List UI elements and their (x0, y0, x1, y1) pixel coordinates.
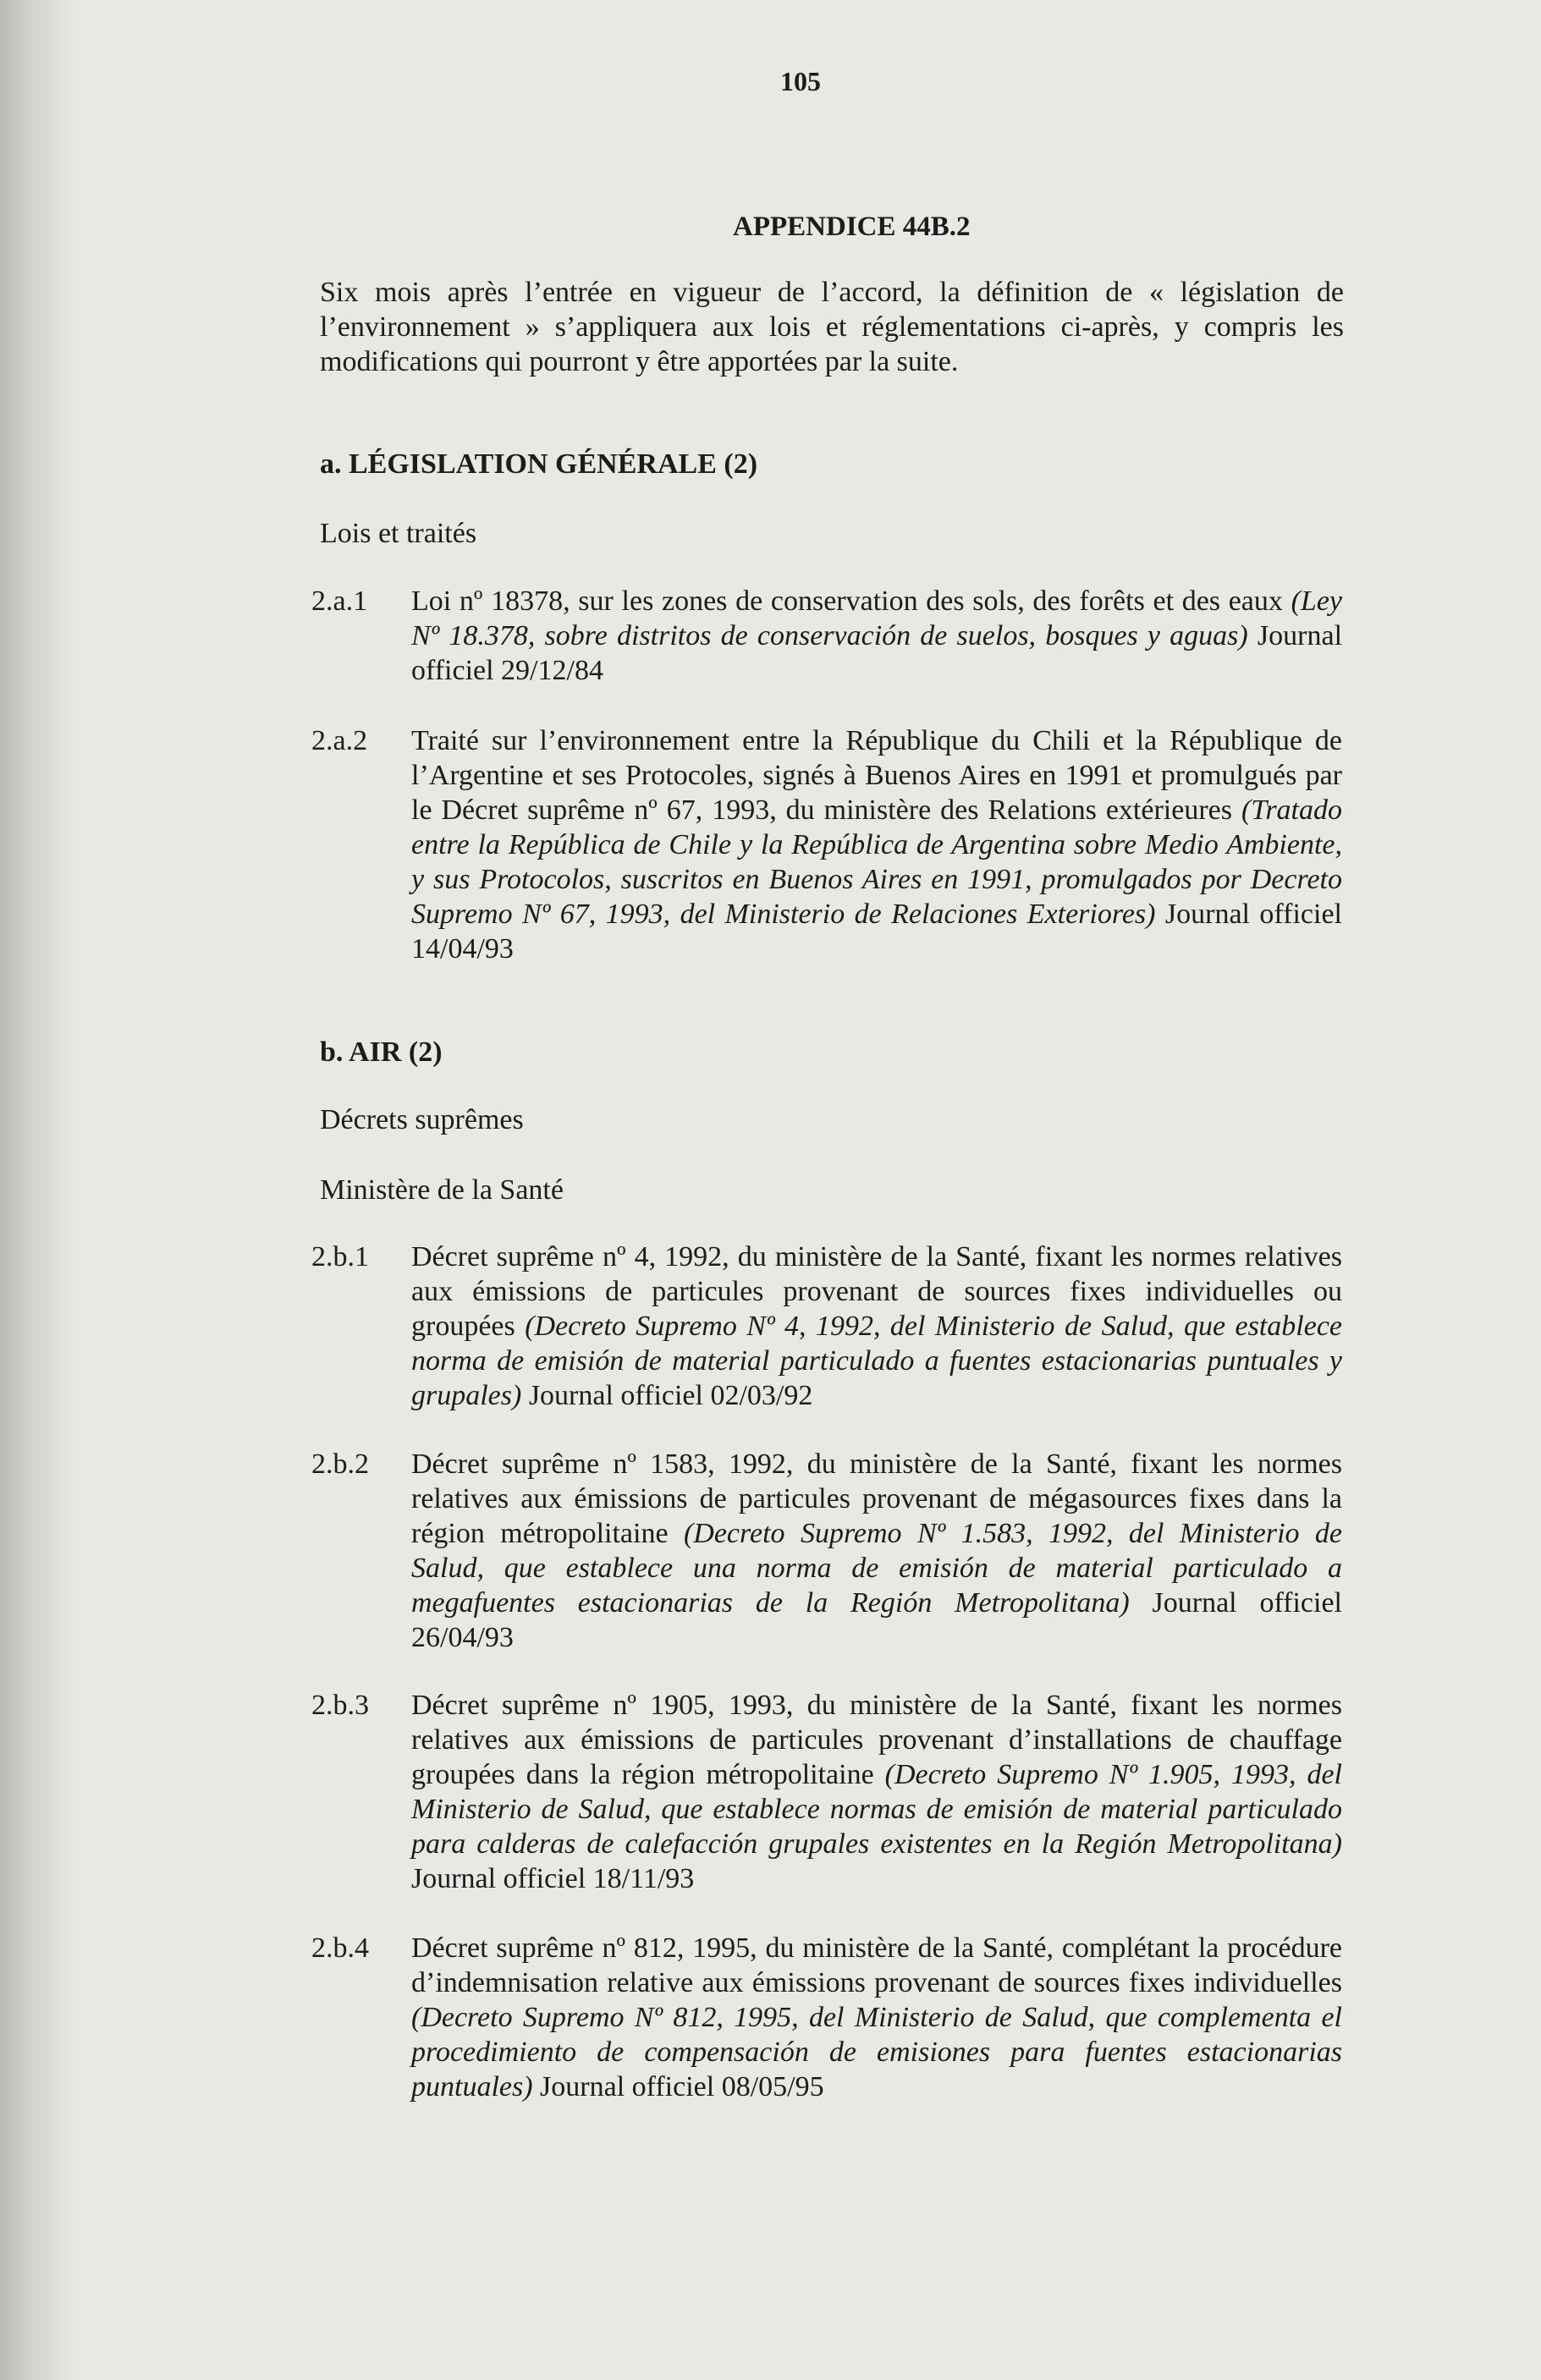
subheading-laws-treaties: Lois et traités (320, 518, 477, 549)
entry-number: 2.b.3 (311, 1690, 369, 1721)
entry-journal: Journal officiel 29/12/84 (411, 620, 1343, 686)
entry-spanish: (Decreto Supremo Nº 1.905, 1993, del Ministerio de Salud, que establece normas de emisión de material particulado para calderas de calefacción grupales existentes en la Región Metropolitana) (411, 1759, 1343, 1860)
entry-french: Décret suprême nº 1583, 1992, du ministère de la Santé, fixant les normes relatives aux émissions de particules provenant de mégasources fixes dans la région métropolitaine (411, 1448, 1342, 1549)
entry-body (411, 1447, 1342, 1655)
entry-french: Loi nº 18378, sur les zones de conservation des sols, des forêts et des eaux (411, 585, 1283, 617)
entry-journal: Journal officiel 18/11/93 (411, 1863, 695, 1894)
entry-french: Décret suprême nº 1905, 1993, du ministère de la Santé, fixant les normes relatives aux émissions de particules provenant d’installations de chauffage groupées dans la région métropolitaine (411, 1690, 1342, 1790)
entry-body (411, 1931, 1342, 2104)
section-heading-air: b. AIR (2) (320, 1036, 443, 1068)
appendix-title: APPENDICE 44B.2 (733, 212, 971, 242)
entry-number: 2.b.1 (311, 1241, 369, 1272)
entry-journal: Journal officiel 14/04/93 (411, 899, 1342, 965)
entry-body (411, 584, 1342, 688)
entry-body (411, 723, 1342, 966)
entry-number: 2.b.2 (311, 1448, 369, 1480)
entry-spanish: (Decreto Supremo Nº 4, 1992, del Ministerio de Salud, que establece norma de emisión de material particulado a fuentes estacionarias puntuales y grupales) (411, 1311, 1343, 1411)
entry-spanish: (Ley Nº 18.378, sobre distritos de conservación de suelos, bosques y aguas) (411, 585, 1343, 651)
entry-french: Décret suprême nº 4, 1992, du ministère de la Santé, fixant les normes relatives aux émissions de particules provenant de sources fixes individuelles ou groupées (411, 1241, 1342, 1342)
entry-number: 2.a.1 (311, 585, 368, 617)
entry-journal: Journal officiel 08/05/95 (540, 2071, 824, 2102)
entry-number: 2.b.4 (311, 1932, 369, 1964)
entry-french: Traité sur l’environnement entre la République du Chili et la République de l’Argentine et ses Protocoles, signés à Buenos Aires en 1991 et promulgués par le Décret suprême nº 67, 1993, du ministère des Relations extérieures (411, 725, 1342, 826)
section-heading-general: a. LÉGISLATION GÉNÉRALE (2) (320, 448, 758, 480)
entry-spanish: (Tratado entre la República de Chile y la República de Argentina sobre Medio Ambiente, y sus Protocolos, suscritos en Buenos Aires en 1991, promulgados por Decreto Supremo Nº 67, 1993, del Ministerio de Relaciones Exteriores) (411, 794, 1343, 930)
entry-spanish: (Decreto Supremo Nº 1.583, 1992, del Ministerio de Salud, que establece una norma de emisión de material particulado a megafuentes estacionarias de la Región Metropolitana) (411, 1518, 1343, 1619)
entry-journal: Journal officiel 26/04/93 (411, 1587, 1343, 1653)
entry-spanish: (Decreto Supremo Nº 812, 1995, del Ministerio de Salud, que complementa el procedimiento de compensación de emisiones para fuentes estacionarias puntuales) (411, 2002, 1342, 2102)
entry-french: Décret suprême nº 812, 1995, du ministère de la Santé, complétant la procédure d’indemnisation relative aux émissions provenant de sources fixes individuelles (411, 1932, 1342, 1998)
intro-paragraph: Six mois après l’entrée en vigueur de l’accord, la définition de « législation de l’environnement » s’appliquera aux lois et réglementations ci-après, y compris les modifications qui pourront y être apportées par la suite. (320, 277, 1344, 377)
entry-journal: Journal officiel 02/03/92 (528, 1380, 813, 1411)
subheading-ministry-health: Ministère de la Santé (320, 1174, 564, 1206)
page-number: 105 (780, 66, 821, 96)
entry-body (411, 1239, 1342, 1413)
entry-body (411, 1688, 1342, 1896)
entry-number: 2.a.2 (311, 725, 368, 756)
subheading-supreme-decrees: Décrets suprêmes (320, 1104, 524, 1135)
